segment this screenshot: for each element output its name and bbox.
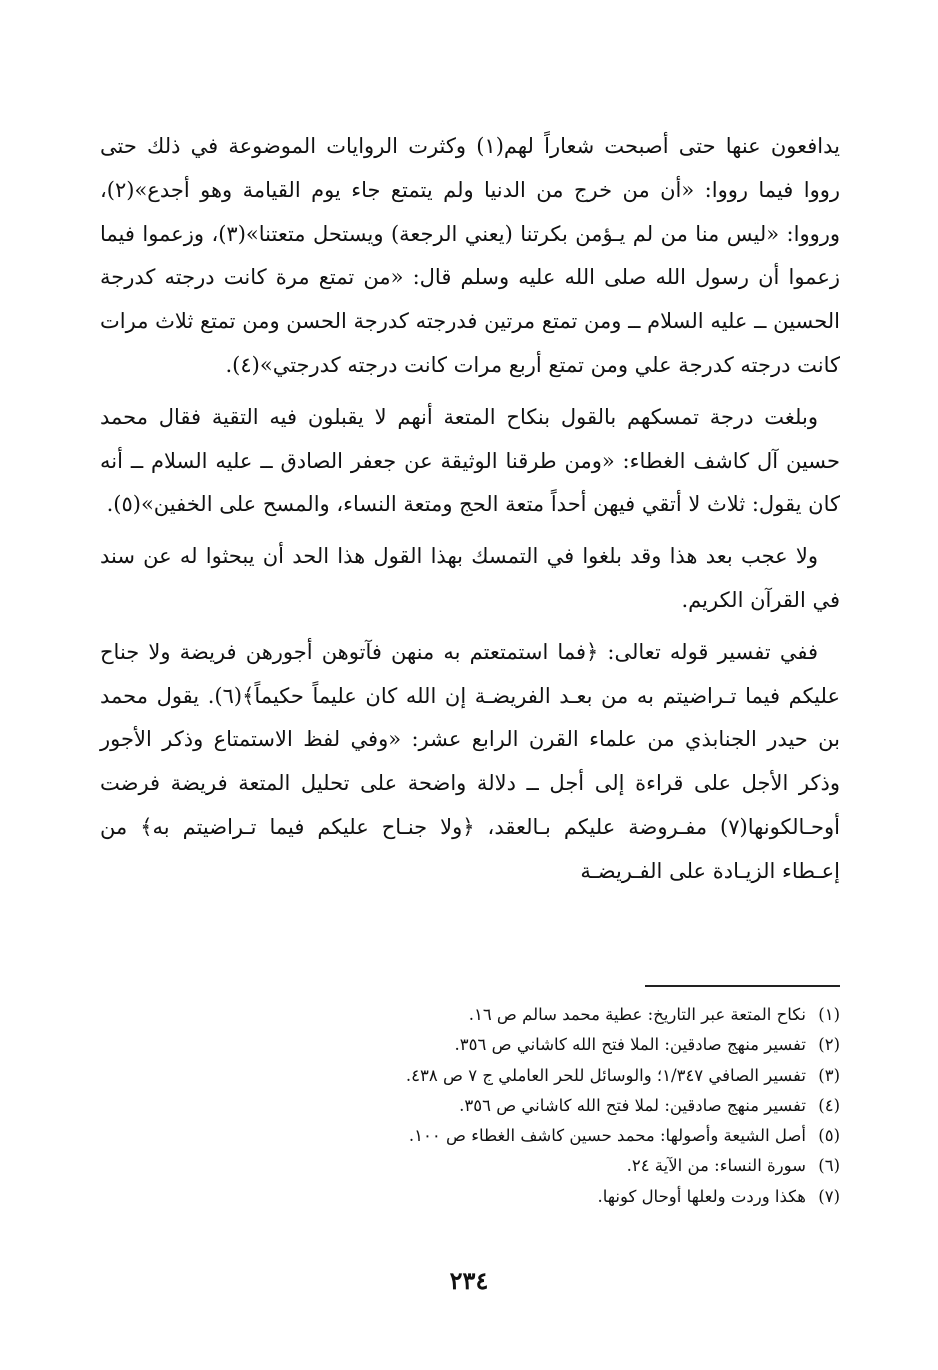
footnote-text: نكاح المتعة عبر التاريخ: عطية محمد سالم ص ١٦. bbox=[468, 1005, 806, 1024]
footnote-item bbox=[100, 1151, 840, 1181]
paragraph-3: ولا عجب بعد هذا وقد بلغوا في التمسك بهذا القول هذا الحد أن يبحثوا له عن سند في القرآن الكريم. bbox=[100, 544, 840, 612]
footnote-item bbox=[100, 1091, 840, 1121]
footnote-separator bbox=[645, 985, 840, 987]
footnote-text: تفسير الصافي ١/٣٤٧؛ والوسائل للحر العاملي ج ٧ ص ٤٣٨. bbox=[405, 1065, 806, 1085]
footnote-item bbox=[100, 1061, 840, 1091]
main-text bbox=[100, 125, 840, 902]
paragraph-2: وبلغت درجة تمسكهم بالقول بنكاح المتعة أنهم لا يقبلون فيه التقية فقال محمد حسين آل كاشف الغطاء: «ومن طرقنا الوثيقة عن جعفر الصادق ــ عليه السلام ــ أنه كان يقول: ثلاث لا أتقي فيهن أحداً متعة الحج ومتعة النساء، والمسح على الخفين»(٥). bbox=[100, 404, 840, 517]
footnote-text: تفسير منهج صادقين: لملا فتح الله كاشاني ص ٣٥٦. bbox=[459, 1095, 806, 1115]
footnote-number: (٤) bbox=[818, 1095, 840, 1115]
footnote-item bbox=[100, 1121, 840, 1151]
footnotes bbox=[100, 1000, 840, 1212]
footnote-text: هكذا وردت ولعلها أوحال كونها. bbox=[597, 1186, 806, 1206]
footnote-number: (٧) bbox=[818, 1186, 840, 1206]
page-number: ٢٣٤ bbox=[449, 1266, 489, 1295]
footnote-item bbox=[100, 1182, 840, 1212]
footnote-text: سورة النساء: من الآية ٢٤. bbox=[626, 1156, 806, 1176]
footnote-text: تفسير منهج صادقين: الملا فتح الله كاشاني ص ٣٥٦. bbox=[454, 1035, 806, 1055]
footnote-number: (١) bbox=[818, 1005, 840, 1024]
footnote-item bbox=[100, 1030, 840, 1060]
paragraph-1: يدافعون عنها حتى أصبحت شعاراً لهم(١) وكثرت الروايات الموضوعة في ذلك حتى رووا فيما رووا: «أن من خرج من الدنيا ولم يتمتع جاء يوم القيامة وهو أجدع»(٢)، ورووا: «ليس منا من لم يـؤمن بكرتنا (يعني الرجعة) ويستحل متعتنا»(٣)، وزعموا فيما زعموا أن رسول الله صلى الله عليه وسلم قال: «من تمتع مرة كانت درجته كدرجة الحسين ــ عليه السلام ــ ومن تمتع مرتين فدرجته كدرجة الحسن ومن تمتع ثلاث مرات كانت درجته كدرجة علي ومن تمتع أربع مرات كانت درجته كدرجتي»(٤). bbox=[100, 134, 841, 377]
footnote-number: (٦) bbox=[818, 1156, 840, 1176]
footnote-number: (٣) bbox=[818, 1065, 840, 1085]
footnote-text: أصل الشيعة وأصولها: محمد حسين كاشف الغطاء ص ١٠٠. bbox=[408, 1126, 806, 1146]
paragraph-4: ففي تفسير قوله تعالى: ﴿فما استمتعتم به منهن فآتوهن أجورهن فريضة ولا جناح عليكم فيما تـراضيتم به من بعـد الفريضـة إن الله كان عليماً حكيماً﴾(٦). يقول محمد بن حيدر الجنابذي من علماء القرن الرابع عشر: «وفي لفظ الاستمتاع وذكر الأجور وذكر الأجل على قراءة إلى أجل ــ دلالة واضحة على تحليل المتعة فريضة فرضت أوحـالكونها(٧) مفـروضة عليكم بـالعقد، ﴿ولا جنـاح عليكم فيما تـراضيتم به﴾ من إعـطاء الزيـادة على الفـريضـة bbox=[100, 639, 840, 883]
footnote-number: (٢) bbox=[818, 1035, 840, 1055]
footnote-item bbox=[100, 1000, 840, 1030]
footnote-number: (٥) bbox=[818, 1126, 840, 1146]
